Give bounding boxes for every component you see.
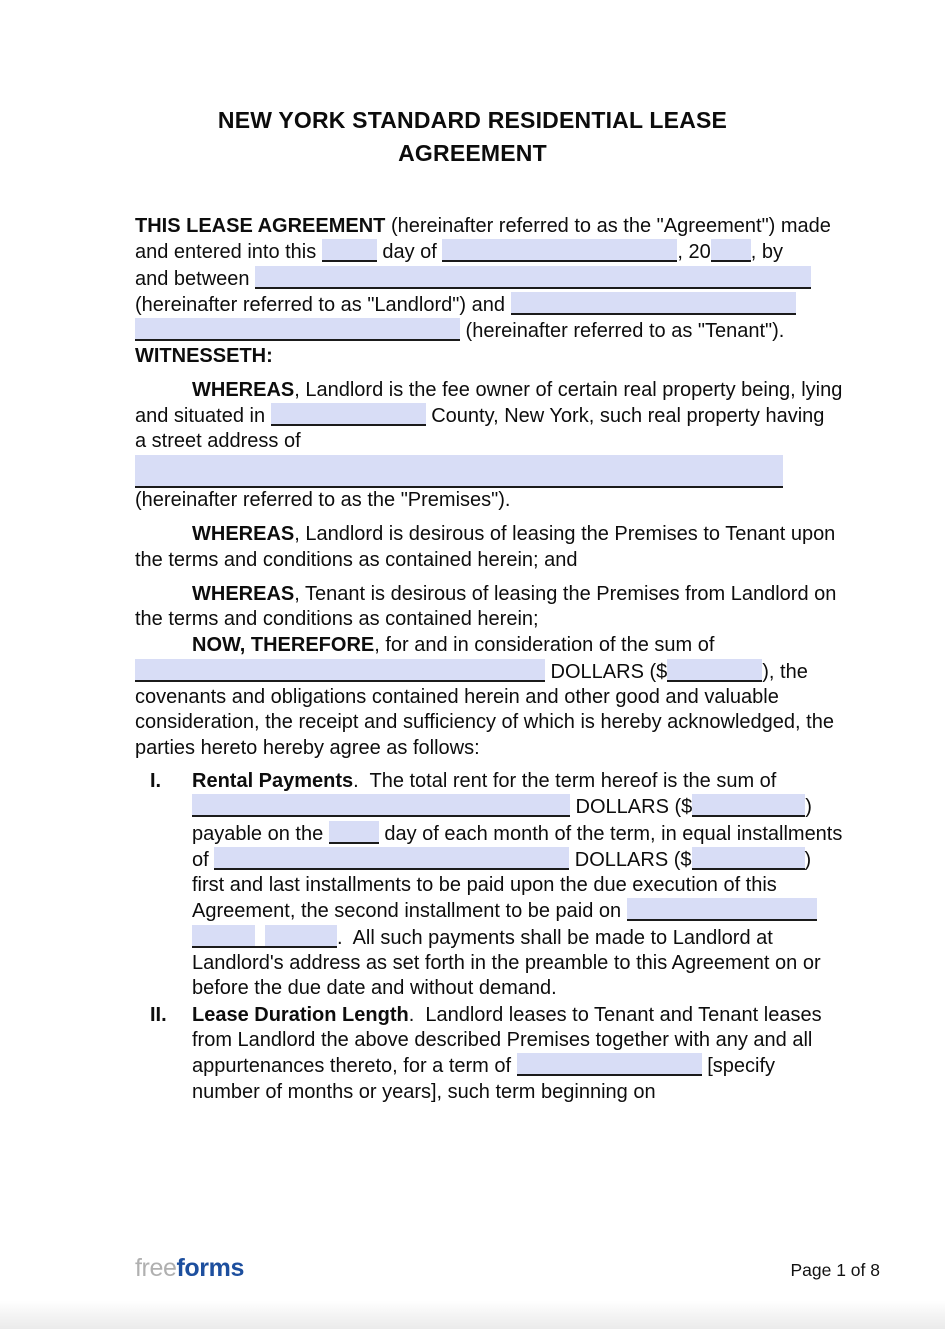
document-line [135,455,811,488]
title-line-1: NEW YORK STANDARD RESIDENTIAL LEASE [217,107,728,133]
document-line [135,659,811,685]
blank-field[interactable] [711,239,751,262]
text-run: the terms and conditions as contained herein; [135,608,539,631]
document-line [135,488,811,513]
document-line [135,1080,811,1105]
text-run: appurtenances thereto, for a term of [192,1055,517,1078]
text-run: , for and in consideration of the sum of [374,634,715,657]
text-run: ), the [762,660,808,683]
bold-text-run: THIS LEASE AGREEMENT [135,215,386,237]
document-line [135,239,811,265]
text-run: . All such payments shall be made to Landlord at [337,926,773,949]
text-run: , by [750,241,784,264]
blank-field[interactable] [329,821,379,844]
list-marker: II. [150,1003,167,1026]
blank-field[interactable] [192,925,255,948]
blank-field[interactable] [517,1053,702,1076]
text-run: from Landlord the above described Premises together with any and all [192,1028,813,1051]
text-run: County, New York, such real property having [425,405,825,428]
text-run: and entered into this [135,241,322,264]
blank-field[interactable] [255,266,811,289]
text-run: a street address of [135,430,301,453]
blank-field[interactable] [135,318,460,341]
document-line [135,769,811,794]
document-line [135,292,811,318]
text-run: day of [376,241,443,264]
text-run: parties hereto hereby agree as follows: [135,736,480,759]
blank-field[interactable] [265,925,337,948]
text-run: DOLLARS ($ [545,660,668,683]
blank-field[interactable] [214,847,569,870]
text-run: Agreement, the second installment to be paid on [192,900,627,923]
text-run: and between [135,267,256,290]
blank-field[interactable] [271,403,426,426]
document-line [135,821,843,847]
logo-forms-text: forms [176,1254,244,1282]
list-marker: I. [150,769,162,792]
text-run: DOLLARS ($ [570,796,693,819]
blank-field[interactable] [135,659,545,682]
document-line [135,736,811,761]
text-run: number of months or years], such term beginning on [192,1080,656,1103]
document-line [135,214,831,239]
text-run: , 20 [677,241,711,264]
page-footer [135,1254,880,1283]
page-bottom-edge [0,1301,945,1329]
bold-text-run: WHEREAS [192,523,295,546]
text-run: , Landlord is desirous of leasing the Premises to Tenant upon [294,523,836,546]
text-run: , Landlord is the fee owner of certain real property being, lying [294,378,843,401]
blank-field[interactable] [692,847,805,870]
document-line [135,607,811,632]
bold-text-run: WITNESSETH: [135,345,273,368]
document-line [135,582,837,607]
bold-text-run: WHEREAS [192,582,295,605]
document-line [135,429,811,454]
document-line [135,522,836,547]
text-run: ) [805,796,812,819]
document-line [135,1028,811,1053]
title-line-2: AGREEMENT [398,140,547,166]
text-run: . Landlord leases to Tenant and Tenant leases [408,1003,822,1026]
blank-field[interactable] [627,898,817,921]
blank-field[interactable] [135,455,783,488]
text-run: (hereinafter referred to as the "Premises"). [135,488,511,511]
text-run: . The total rent for the term hereof is the sum of [353,769,777,792]
document-line [135,710,834,735]
page-indicator: Page 1 of 8 [790,1260,880,1280]
text-run: of [192,848,215,871]
bold-text-run: WHEREAS [192,378,295,401]
text-run: before the due date and without demand. [192,977,557,1000]
text-run: ) [804,848,812,871]
blank-field[interactable] [192,794,570,817]
text-run: first and last installments to be paid upon the due execution of this [192,874,777,897]
bold-text-run: Lease Duration Length [192,1003,409,1026]
bold-text-run: NOW, THEREFORE [192,634,375,657]
text-run: (hereinafter referred to as the "Agreement") made [385,215,831,237]
document-line [135,633,811,658]
blank-field[interactable] [511,292,796,315]
blank-underline-gap [255,925,265,948]
document-line [135,847,811,873]
logo-free-text: free [135,1254,177,1282]
text-run: , Tenant is desirous of leasing the Premises from Landlord on [294,582,837,605]
text-run: [specify [701,1055,775,1078]
text-run: Landlord's address as set forth in the preamble to this Agreement on or [192,952,821,975]
text-run: (hereinafter referred to as "Landlord") and [135,293,511,316]
text-run: the terms and conditions as contained herein; and [135,548,578,571]
document-line [135,548,811,573]
blank-field[interactable] [322,239,377,262]
document-line [135,925,811,951]
freeforms-logo[interactable] [135,1254,244,1283]
document-line [135,685,811,710]
document-line [135,898,811,924]
document-line [135,873,811,898]
document-line [135,1003,822,1028]
text-run: consideration, the receipt and sufficiency of which is hereby acknowledged, the [135,711,834,734]
document-line [135,378,843,403]
document-line [135,951,821,976]
text-run: day of each month of the term, in equal installments [378,822,843,845]
document-line [135,1053,811,1079]
document-line [135,266,811,292]
bold-text-run: Rental Payments [192,769,354,792]
document-line [135,344,811,369]
text-run: covenants and obligations contained herein and other good and valuable [135,686,779,709]
text-run: (hereinafter referred to as "Tenant"). [460,320,785,343]
text-run: payable on the [192,822,329,845]
blank-field[interactable] [667,659,762,682]
text-run: and situated in [135,405,271,428]
document-body [135,214,843,1105]
document-line [135,976,811,1001]
document-title [0,104,945,170]
document-line [135,403,825,429]
blank-field[interactable] [692,794,805,817]
text-run: DOLLARS ($ [569,848,692,871]
document-line [135,318,811,344]
blank-field[interactable] [442,239,677,262]
document-page [0,104,945,1329]
document-line [135,794,811,820]
